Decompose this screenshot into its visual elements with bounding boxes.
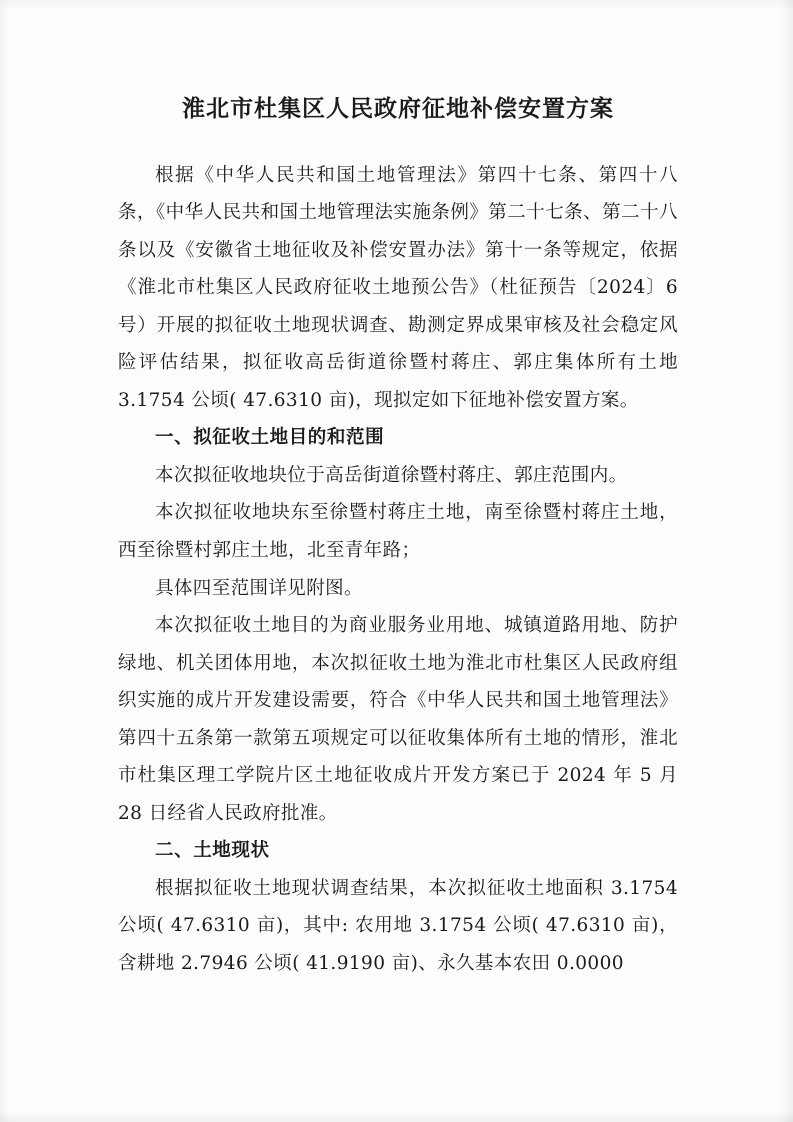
page-edge-shadow-top (0, 0, 793, 10)
paragraph-purpose: 本次拟征收土地目的为商业服务业用地、城镇道路用地、防护绿地、机关团体用地，本次拟征收土地为淮北市杜集区人民政府组织实施的成片开发建设需要，符合《中华人民共和国土地管理法》第四十五条第一款第五项规定可以征收集体所有土地的情形，淮北市杜集区理工学院片区土地征收成片开发方案已于 2024 年 5 月 28 日经省人民政府批准。 (118, 615, 678, 824)
page-edge-shadow-left (0, 0, 10, 1122)
document-title: 淮北市杜集区人民政府征地补偿安置方案 (182, 96, 614, 122)
paragraph-boundaries: 本次拟征收地块东至徐暨村蒋庄土地，南至徐暨村蒋庄土地，西至徐暨村郭庄土地，北至青年路； (118, 502, 678, 561)
section-heading-1: 一、拟征收土地目的和范围 (155, 427, 385, 449)
page-edge-shadow-right (779, 0, 793, 1122)
paragraph-land-status: 根据拟征收土地现状调查结果，本次拟征收土地面积 3.1754 公顷( 47.6310 亩)，其中: 农用地 3.1754 公顷( 47.6310 亩)，含耕地 2.7946 公顷( 41.9190 亩)、永久基本农田 0.0000 (118, 877, 678, 974)
paragraph-location: 本次拟征收地块位于高岳街道徐暨村蒋庄、郭庄范围内。 (155, 464, 628, 486)
page-content (118, 92, 678, 983)
paragraph-map-reference: 具体四至范围详见附图。 (155, 577, 363, 599)
section-heading-2: 二、土地现状 (155, 840, 270, 862)
page-edge-shadow-bottom (0, 1110, 793, 1122)
paragraph-intro: 根据《中华人民共和国土地管理法》第四十七条、第四十八条，《中华人民共和国土地管理法实施条例》第二十七条、第二十八条以及《安徽省土地征收及补偿安置办法》第十一条等规定，依据《淮北市杜集区人民政府征收土地预公告》（杜征预告〔2024〕6 号）开展的拟征收土地现状调查、勘测定界成果审核及社会稳定风险评估结果，拟征收高岳街道徐暨村蒋庄、郭庄集体所有土地 3.1754 公顷( 47.6310 亩)，现拟定如下征地补偿安置方案。 (118, 164, 678, 411)
